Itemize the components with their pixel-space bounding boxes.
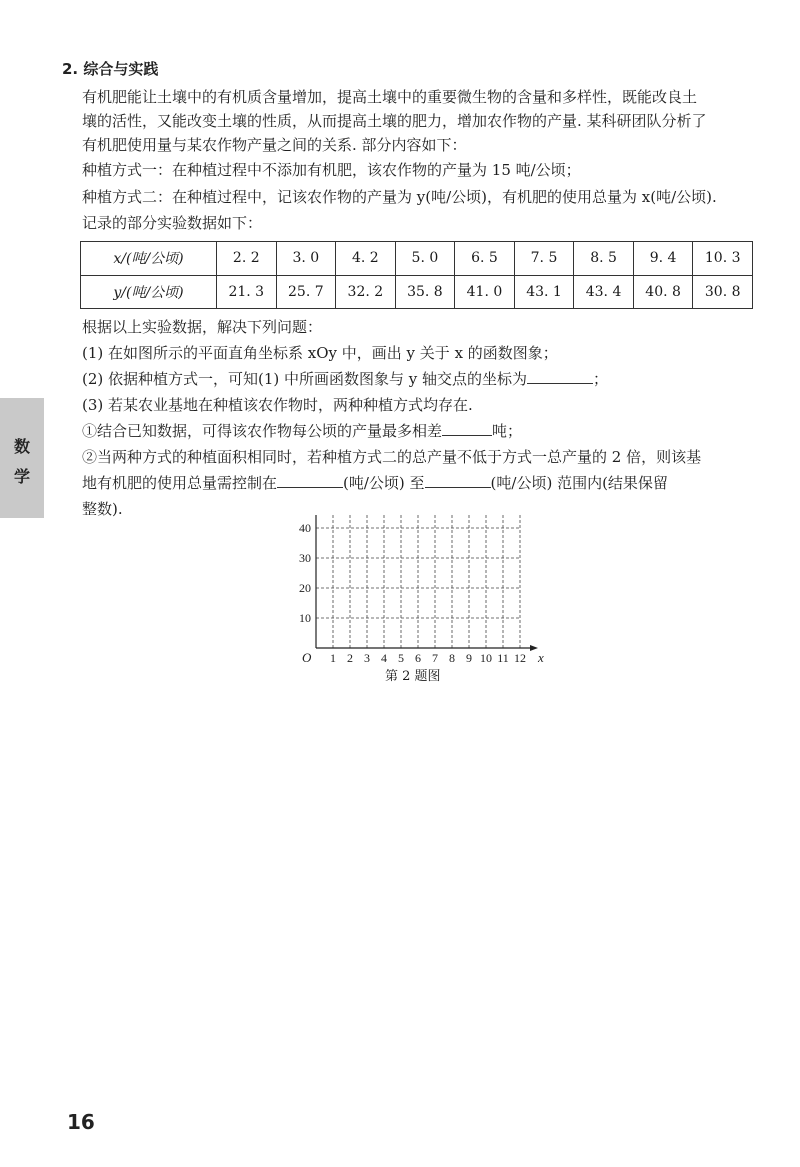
answer-blank bbox=[442, 420, 492, 436]
table-row-x bbox=[81, 242, 753, 276]
answer-blank bbox=[425, 472, 491, 488]
y-cell: 43. 1 bbox=[514, 275, 574, 309]
x-header: x/(吨/公顷) bbox=[81, 242, 217, 276]
y-tick-label: 10 bbox=[299, 611, 311, 625]
y-cell: 40. 8 bbox=[633, 275, 693, 309]
x-tick-label: 9 bbox=[466, 651, 472, 665]
task-3b-text: 地有机肥的使用总量需控制在 bbox=[82, 474, 278, 492]
data-table bbox=[80, 241, 753, 309]
y-cell: 25. 7 bbox=[276, 275, 336, 309]
y-cell: 32. 2 bbox=[336, 275, 396, 309]
answer-blank bbox=[277, 472, 343, 488]
y-cell: 43. 4 bbox=[574, 275, 634, 309]
x-tick-label: 2 bbox=[347, 651, 353, 665]
x-tick-label: 5 bbox=[398, 651, 404, 665]
method-one: 种植方式一：在种植过程中不添加有机肥，该农作物的产量为 15 吨/公顷； bbox=[82, 161, 581, 179]
y-cell: 41. 0 bbox=[455, 275, 515, 309]
task-2 bbox=[82, 368, 608, 390]
x-cell: 9. 4 bbox=[633, 242, 693, 276]
table-row-y bbox=[81, 275, 753, 309]
question-heading: 2. 综合与实践 bbox=[62, 60, 159, 78]
intro-line-2: 壤的活性，又能改变土壤的性质，从而提高土壤的肥力，增加农作物的产量. 某科研团队分析了 bbox=[82, 112, 707, 130]
task-3b-end: (吨/公顷) 范围内(结果保留 bbox=[490, 474, 668, 492]
y-cell: 21. 3 bbox=[217, 275, 277, 309]
task-3b-mid: (吨/公顷) 至 bbox=[343, 474, 425, 492]
task-3: (3) 若某农业基地在种植该农作物时，两种种植方式均存在. bbox=[82, 396, 473, 414]
x-tick-label: 11 bbox=[497, 651, 509, 665]
x-tick-label: 3 bbox=[364, 651, 370, 665]
y-tick-label: 40 bbox=[299, 521, 311, 535]
x-tick-label: 8 bbox=[449, 651, 455, 665]
method-two: 种植方式二：在种植过程中，记该农作物的产量为 y(吨/公顷)，有机肥的使用总量为 x(吨/公顷). bbox=[82, 188, 717, 206]
x-cell: 8. 5 bbox=[574, 242, 634, 276]
record-line: 记录的部分实验数据如下： bbox=[82, 214, 263, 232]
x-tick-label: 10 bbox=[480, 651, 492, 665]
y-cell: 30. 8 bbox=[693, 275, 753, 309]
figure-caption: 第 2 题图 bbox=[385, 669, 441, 684]
answer-blank bbox=[527, 368, 593, 384]
x-tick-label: 7 bbox=[432, 651, 438, 665]
origin-label: O bbox=[302, 650, 312, 665]
page-number: 16 bbox=[67, 1110, 95, 1134]
x-cell: 4. 2 bbox=[336, 242, 396, 276]
x-cell: 2. 2 bbox=[217, 242, 277, 276]
task-3a-text: ①结合已知数据，可得该农作物每公顷的产量最多相差 bbox=[82, 422, 443, 440]
x-cell: 10. 3 bbox=[693, 242, 753, 276]
x-tick-label: 1 bbox=[330, 651, 336, 665]
y-tick-label: 20 bbox=[299, 581, 311, 595]
intro-line-3: 有机肥使用量与某农作物产量之间的关系. 部分内容如下： bbox=[82, 136, 467, 154]
side-subject-tab bbox=[0, 398, 44, 518]
x-cell: 7. 5 bbox=[514, 242, 574, 276]
tasks-lead: 根据以上实验数据，解决下列问题： bbox=[82, 318, 323, 336]
x-tick-label: 12 bbox=[514, 651, 526, 665]
task-3b-line2 bbox=[82, 472, 668, 494]
y-tick-label: 30 bbox=[299, 551, 311, 565]
y-header: y/(吨/公顷) bbox=[81, 275, 217, 309]
task-3b-line1: ②当两种方式的种植面积相同时，若种植方式二的总产量不低于方式一总产量的 2 倍，则该基 bbox=[82, 448, 702, 466]
x-axis-label: x bbox=[538, 650, 544, 665]
task-1: (1) 在如图所示的平面直角坐标系 xOy 中，画出 y 关于 x 的函数图象； bbox=[82, 344, 558, 362]
x-cell: 5. 0 bbox=[395, 242, 455, 276]
x-tick-label: 4 bbox=[381, 651, 387, 665]
task-2-end: ； bbox=[593, 370, 609, 388]
intro-line-1: 有机肥能让土壤中的有机质含量增加，提高土壤中的重要微生物的含量和多样性，既能改良土 bbox=[82, 88, 698, 106]
side-tab-char: 数 bbox=[14, 437, 31, 456]
side-tab-char: 学 bbox=[14, 467, 31, 486]
x-axis-arrow bbox=[530, 645, 538, 651]
task-3b-line3: 整数). bbox=[82, 500, 123, 518]
task-2-text: (2) 依据种植方式一，可知(1) 中所画函数图象与 y 轴交点的坐标为 bbox=[82, 370, 528, 388]
task-3a bbox=[82, 420, 522, 442]
x-cell: 6. 5 bbox=[455, 242, 515, 276]
task-3a-end: 吨； bbox=[492, 422, 523, 440]
coordinate-grid bbox=[280, 515, 550, 665]
x-tick-label: 6 bbox=[415, 651, 421, 665]
y-cell: 35. 8 bbox=[395, 275, 455, 309]
x-cell: 3. 0 bbox=[276, 242, 336, 276]
